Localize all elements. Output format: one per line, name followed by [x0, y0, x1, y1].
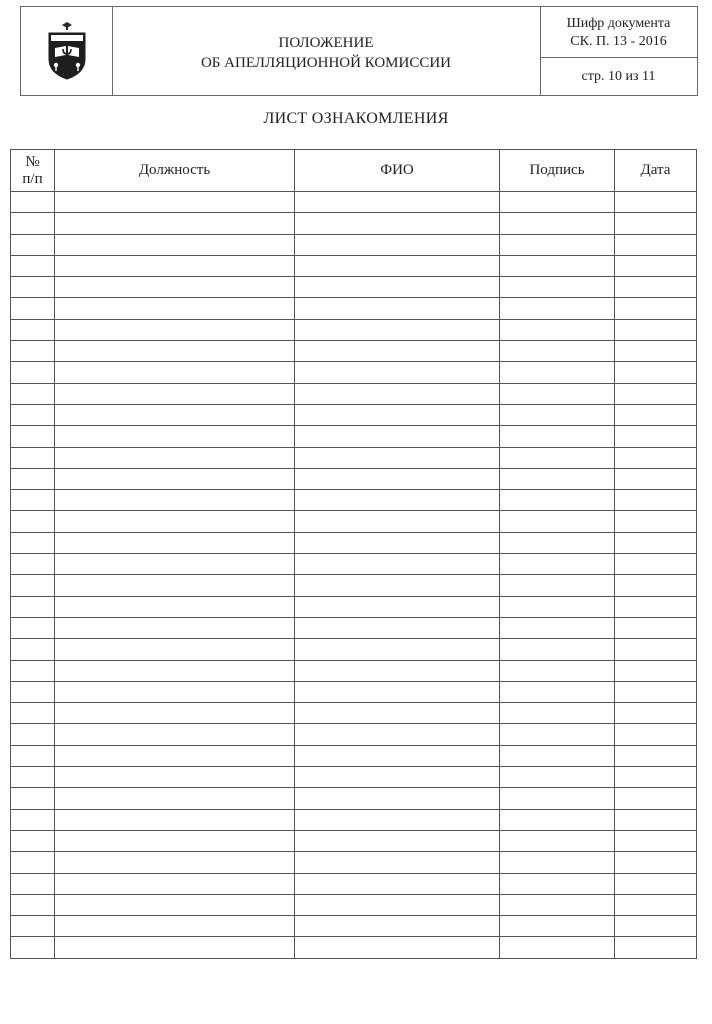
cell-full-name[interactable] — [295, 937, 500, 958]
cell-signature[interactable] — [500, 255, 615, 276]
cell-full-name[interactable] — [295, 916, 500, 937]
cell-date[interactable] — [615, 767, 697, 788]
cell-date[interactable] — [615, 660, 697, 681]
cell-position[interactable] — [55, 426, 295, 447]
cell-full-name[interactable] — [295, 554, 500, 575]
table-row — [11, 383, 697, 404]
cell-full-name[interactable] — [295, 383, 500, 404]
cell-signature[interactable] — [500, 277, 615, 298]
cell-number[interactable] — [11, 575, 55, 596]
cell-signature[interactable] — [500, 341, 615, 362]
cell-position[interactable] — [55, 511, 295, 532]
cell-position[interactable] — [55, 660, 295, 681]
cell-date[interactable] — [615, 532, 697, 553]
cell-signature[interactable] — [500, 532, 615, 553]
table-row — [11, 319, 697, 340]
cell-full-name[interactable] — [295, 575, 500, 596]
table-row — [11, 277, 697, 298]
table-row — [11, 532, 697, 553]
cell-signature[interactable] — [500, 319, 615, 340]
cell-position[interactable] — [55, 298, 295, 319]
table-row — [11, 213, 697, 234]
cell-number[interactable] — [11, 724, 55, 745]
cell-full-name[interactable] — [295, 681, 500, 702]
cell-position[interactable] — [55, 255, 295, 276]
cell-date[interactable] — [615, 426, 697, 447]
cell-number[interactable] — [11, 298, 55, 319]
institution-crest-icon — [43, 21, 91, 81]
cell-date[interactable] — [615, 319, 697, 340]
document-code-cell — [540, 7, 697, 58]
cell-full-name[interactable] — [295, 639, 500, 660]
cell-full-name[interactable] — [295, 830, 500, 851]
table-row — [11, 745, 697, 766]
cell-full-name[interactable] — [295, 319, 500, 340]
table-row — [11, 447, 697, 468]
cell-date[interactable] — [615, 234, 697, 255]
cell-signature[interactable] — [500, 852, 615, 873]
cell-date[interactable] — [615, 362, 697, 383]
cell-signature[interactable] — [500, 767, 615, 788]
table-header-row — [11, 150, 697, 192]
cell-date[interactable] — [615, 937, 697, 958]
cell-date[interactable] — [615, 468, 697, 489]
cell-signature[interactable] — [500, 788, 615, 809]
cell-full-name[interactable] — [295, 617, 500, 638]
cell-full-name[interactable] — [295, 255, 500, 276]
cell-number[interactable] — [11, 426, 55, 447]
cell-position[interactable] — [55, 575, 295, 596]
cell-full-name[interactable] — [295, 724, 500, 745]
cell-full-name[interactable] — [295, 277, 500, 298]
cell-signature[interactable] — [500, 937, 615, 958]
cell-date[interactable] — [615, 341, 697, 362]
cell-position[interactable] — [55, 873, 295, 894]
cell-position[interactable] — [55, 341, 295, 362]
column-header-full-name: ФИО — [295, 150, 500, 192]
cell-date[interactable] — [615, 213, 697, 234]
cell-number[interactable] — [11, 830, 55, 851]
cell-date[interactable] — [615, 873, 697, 894]
cell-position[interactable] — [55, 383, 295, 404]
cell-signature[interactable] — [500, 724, 615, 745]
table-row — [11, 490, 697, 511]
cell-signature[interactable] — [500, 830, 615, 851]
table-row — [11, 660, 697, 681]
cell-date[interactable] — [615, 511, 697, 532]
column-number-abbr: п/п — [22, 170, 43, 187]
cell-full-name[interactable] — [295, 894, 500, 915]
cell-date[interactable] — [615, 916, 697, 937]
cell-full-name[interactable] — [295, 788, 500, 809]
cell-full-name[interactable] — [295, 873, 500, 894]
table-row — [11, 298, 697, 319]
cell-signature[interactable] — [500, 192, 615, 213]
cell-position[interactable] — [55, 596, 295, 617]
cell-position[interactable] — [55, 532, 295, 553]
cell-position[interactable] — [55, 937, 295, 958]
cell-position[interactable] — [55, 681, 295, 702]
cell-signature[interactable] — [500, 511, 615, 532]
cell-date[interactable] — [615, 894, 697, 915]
cell-position[interactable] — [55, 767, 295, 788]
cell-full-name[interactable] — [295, 660, 500, 681]
cell-date[interactable] — [615, 639, 697, 660]
cell-date[interactable] — [615, 404, 697, 425]
table-row — [11, 234, 697, 255]
table-row — [11, 426, 697, 447]
table-body — [11, 192, 697, 959]
cell-position[interactable] — [55, 916, 295, 937]
logo-cell — [21, 7, 113, 95]
cell-number[interactable] — [11, 341, 55, 362]
cell-signature[interactable] — [500, 383, 615, 404]
cell-number[interactable] — [11, 447, 55, 468]
cell-signature[interactable] — [500, 596, 615, 617]
cell-date[interactable] — [615, 277, 697, 298]
cell-date[interactable] — [615, 575, 697, 596]
cell-full-name[interactable] — [295, 532, 500, 553]
cell-number[interactable] — [11, 703, 55, 724]
cell-number[interactable] — [11, 639, 55, 660]
cell-full-name[interactable] — [295, 745, 500, 766]
table-row — [11, 788, 697, 809]
cell-position[interactable] — [55, 447, 295, 468]
cell-full-name[interactable] — [295, 468, 500, 489]
cell-full-name[interactable] — [295, 809, 500, 830]
cell-position[interactable] — [55, 788, 295, 809]
table-row — [11, 255, 697, 276]
cell-number[interactable] — [11, 404, 55, 425]
cell-number[interactable] — [11, 554, 55, 575]
table-row — [11, 192, 697, 213]
cell-full-name[interactable] — [295, 596, 500, 617]
cell-position[interactable] — [55, 234, 295, 255]
cell-date[interactable] — [615, 724, 697, 745]
page-number: стр. 10 из 11 — [581, 69, 656, 84]
cell-signature[interactable] — [500, 468, 615, 489]
cell-full-name[interactable] — [295, 426, 500, 447]
table-row — [11, 554, 697, 575]
cell-full-name[interactable] — [295, 192, 500, 213]
cell-number[interactable] — [11, 532, 55, 553]
cell-full-name[interactable] — [295, 213, 500, 234]
cell-number[interactable] — [11, 319, 55, 340]
cell-signature[interactable] — [500, 873, 615, 894]
cell-signature[interactable] — [500, 362, 615, 383]
table-row — [11, 724, 697, 745]
document-header — [20, 6, 698, 96]
acknowledgement-table — [10, 149, 697, 959]
cell-signature[interactable] — [500, 213, 615, 234]
cell-signature[interactable] — [500, 426, 615, 447]
cell-full-name[interactable] — [295, 447, 500, 468]
cell-number[interactable] — [11, 192, 55, 213]
cell-signature[interactable] — [500, 575, 615, 596]
table-row — [11, 830, 697, 851]
cell-number[interactable] — [11, 745, 55, 766]
cell-number[interactable] — [11, 852, 55, 873]
cell-date[interactable] — [615, 298, 697, 319]
cell-date[interactable] — [615, 681, 697, 702]
cell-number[interactable] — [11, 511, 55, 532]
table-row — [11, 575, 697, 596]
table-row — [11, 767, 697, 788]
table-row — [11, 873, 697, 894]
cell-date[interactable] — [615, 447, 697, 468]
table-row — [11, 404, 697, 425]
sheet-title: ЛИСТ ОЗНАКОМЛЕНИЯ — [263, 110, 449, 127]
cell-position[interactable] — [55, 894, 295, 915]
cell-number[interactable] — [11, 937, 55, 958]
cell-number[interactable] — [11, 234, 55, 255]
cell-position[interactable] — [55, 809, 295, 830]
cell-position[interactable] — [55, 362, 295, 383]
column-header-date: Дата — [615, 150, 697, 192]
cell-position[interactable] — [55, 703, 295, 724]
table-row — [11, 511, 697, 532]
cell-number[interactable] — [11, 767, 55, 788]
cell-date[interactable] — [615, 255, 697, 276]
column-number-symbol: № — [25, 153, 40, 170]
table-row — [11, 362, 697, 383]
cell-date[interactable] — [615, 490, 697, 511]
cell-full-name[interactable] — [295, 341, 500, 362]
cell-full-name[interactable] — [295, 767, 500, 788]
table-row — [11, 937, 697, 958]
table-row — [11, 341, 697, 362]
cell-number[interactable] — [11, 468, 55, 489]
cell-signature[interactable] — [500, 639, 615, 660]
column-header-number — [11, 150, 55, 192]
cell-number[interactable] — [11, 490, 55, 511]
cell-signature[interactable] — [500, 617, 615, 638]
cell-date[interactable] — [615, 830, 697, 851]
cell-position[interactable] — [55, 745, 295, 766]
regulation-title-line2: ОБ АПЕЛЛЯЦИОННОЙ КОМИССИИ — [200, 55, 452, 71]
cell-number[interactable] — [11, 894, 55, 915]
cell-number[interactable] — [11, 383, 55, 404]
cell-full-name[interactable] — [295, 234, 500, 255]
cell-full-name[interactable] — [295, 490, 500, 511]
cell-signature[interactable] — [500, 660, 615, 681]
cell-signature[interactable] — [500, 404, 615, 425]
table-row — [11, 468, 697, 489]
cell-signature[interactable] — [500, 490, 615, 511]
table-row — [11, 617, 697, 638]
document-code-value: СК. П. 13 - 2016 — [570, 34, 667, 49]
cell-position[interactable] — [55, 617, 295, 638]
table-row — [11, 809, 697, 830]
cell-date[interactable] — [615, 596, 697, 617]
table-row — [11, 639, 697, 660]
cell-full-name[interactable] — [295, 511, 500, 532]
cell-date[interactable] — [615, 617, 697, 638]
cell-date[interactable] — [615, 809, 697, 830]
table-row — [11, 596, 697, 617]
cell-signature[interactable] — [500, 916, 615, 937]
cell-full-name[interactable] — [295, 852, 500, 873]
cell-date[interactable] — [615, 192, 697, 213]
cell-signature[interactable] — [500, 745, 615, 766]
cell-signature[interactable] — [500, 681, 615, 702]
table-row — [11, 681, 697, 702]
cell-full-name[interactable] — [295, 404, 500, 425]
cell-signature[interactable] — [500, 894, 615, 915]
table-row — [11, 703, 697, 724]
cell-number[interactable] — [11, 277, 55, 298]
cell-signature[interactable] — [500, 809, 615, 830]
document-title-cell — [112, 7, 541, 95]
cell-full-name[interactable] — [295, 703, 500, 724]
cell-number[interactable] — [11, 213, 55, 234]
cell-position[interactable] — [55, 554, 295, 575]
column-header-position: Должность — [55, 150, 295, 192]
cell-signature[interactable] — [500, 703, 615, 724]
cell-number[interactable] — [11, 681, 55, 702]
cell-date[interactable] — [615, 788, 697, 809]
cell-number[interactable] — [11, 916, 55, 937]
cell-date[interactable] — [615, 852, 697, 873]
column-header-signature: Подпись — [500, 150, 615, 192]
cell-date[interactable] — [615, 383, 697, 404]
cell-number[interactable] — [11, 873, 55, 894]
cell-position[interactable] — [55, 468, 295, 489]
cell-number[interactable] — [11, 788, 55, 809]
cell-number[interactable] — [11, 596, 55, 617]
table-row — [11, 894, 697, 915]
regulation-title-line1: ПОЛОЖЕНИЕ — [278, 35, 374, 51]
cell-position[interactable] — [55, 404, 295, 425]
cell-position[interactable] — [55, 639, 295, 660]
cell-position[interactable] — [55, 490, 295, 511]
cell-number[interactable] — [11, 660, 55, 681]
cell-position[interactable] — [55, 277, 295, 298]
cell-position[interactable] — [55, 852, 295, 873]
cell-position[interactable] — [55, 830, 295, 851]
cell-date[interactable] — [615, 703, 697, 724]
cell-signature[interactable] — [500, 554, 615, 575]
cell-signature[interactable] — [500, 234, 615, 255]
table-row — [11, 916, 697, 937]
cell-position[interactable] — [55, 319, 295, 340]
cell-signature[interactable] — [500, 298, 615, 319]
table-row — [11, 852, 697, 873]
cell-number[interactable] — [11, 362, 55, 383]
cell-number[interactable] — [11, 809, 55, 830]
cell-date[interactable] — [615, 554, 697, 575]
cell-date[interactable] — [615, 745, 697, 766]
cell-position[interactable] — [55, 192, 295, 213]
cell-position[interactable] — [55, 724, 295, 745]
cell-full-name[interactable] — [295, 298, 500, 319]
cell-number[interactable] — [11, 255, 55, 276]
cell-position[interactable] — [55, 213, 295, 234]
document-code-label: Шифр документа — [566, 16, 671, 31]
cell-number[interactable] — [11, 617, 55, 638]
cell-signature[interactable] — [500, 447, 615, 468]
cell-full-name[interactable] — [295, 362, 500, 383]
